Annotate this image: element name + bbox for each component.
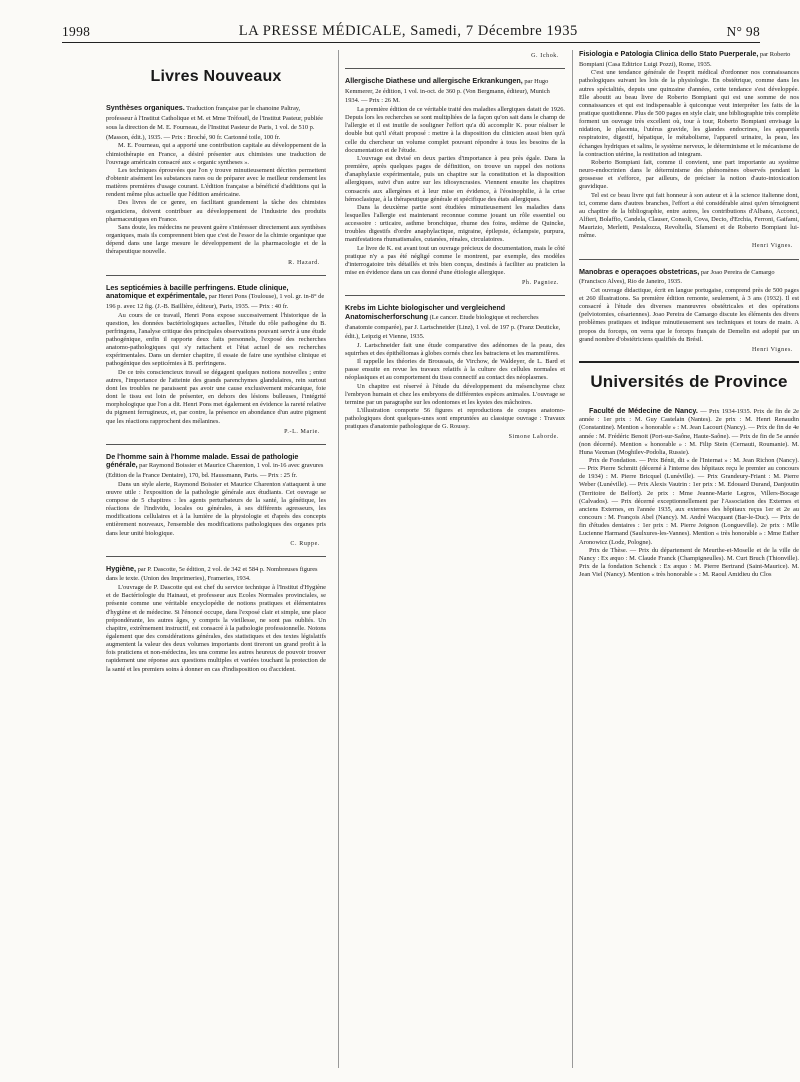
book-review [106,453,326,548]
review-paragraph: Les techniques éprouvées que l'on y trouve minutieusement décrites permettent d'obtenir aisément les substances rares ou de préparer avec le meilleur rendement les matières premières d'usage courant. L'édition française a bénéficié d'additions qui la rendent même plus actuelle que l'édition américaine. [106,166,326,199]
header-rule [62,42,760,43]
book-details: Traduction française par le chanoine Paltray, professeur à l'Institut Catholique et M. et Mme Tréfouël, de l'Institut Pasteur, publiée sous la direction de M. E. Fourneau, de l'Institut Pasteur de Paris, 1 vol. de 510 p. (Masson, édit.), 1935. — Prix : Broché, 90 fr. Cartonné toile, 100 fr. [106,105,323,141]
review-title [345,304,565,341]
book-review [579,50,799,251]
review-paragraph: Cet ouvrage didactique, écrit en langue portugaise, comprend près de 500 pages et 260 illustrations. Sa première édition remonte, seulement, à 3 ans (1932). Il est consacré à l'étude des diverses manœuvres obstétricales et des opérations (pelviotomies, césariennes). Joao Pereira de Camargo discute les éléments des divers problèmes pratiques et indique minutieusement ses techniques et tours de main. A propos du forceps, on verra que le forceps français de Demelin est adopté par un grand nombre d'obstétriciens qualifiés du Brésil. [579,286,799,343]
book-title: Manobras e operaçoes obstetricas, [579,266,700,276]
page-header [62,14,760,40]
review-paragraph: Sans doute, les médecins ne peuvent guère s'intéresser directement aux synthèses organiques, mais ils comprennent bien que c'est de l'essor de la chimie organique que dépend dans une large mesure le développement de la pharmacologie et de la thérapeutique nouvelle. [106,223,326,256]
page-number: 1998 [62,24,91,39]
review-paragraph: Roberto Bompiani fait, comme il convient, une part importante au système neuro-endocrinien dans le déterminisme des phénomènes observés pendant la grossesse et s'efforce, par ailleurs, de préciser la notion d'auto-intoxication gravidique. [579,158,799,191]
book-title: Les septicémies à bacille perfringens. Etude clinique, anatomique et expérimentale, [106,282,289,301]
review-title [579,50,799,69]
book-title: De l'homme sain à l'homme malade. Essai de pathologie générale, [106,451,299,470]
column-divider [572,50,573,1068]
review-divider [106,444,326,445]
prize-paragraph [579,407,799,457]
review-paragraph: La première édition de ce véritable traité des maladies allergiques datait de 1926. Depuis lors les recherches se sont multipliées de la façon qu'on sait dans le champ de l'allergie et il est inutile de souligner l'effort qu'a dû accomplir K. pour réaliser le double but qu'il s'était proposé : mettre à la disposition du clinicien aussi bien qu'à celle du chercheur un volume complet pouvant répondre à tous les besoins de la documentation et de l'étude. [345,105,565,154]
book-title: Fisiologia e Patologia Clinica dello Stato Puerperale, [579,50,759,58]
review-paragraph: Le livre de K. est avant tout un ouvrage précieux de documentation, mais le côté pratique n'y a pas été négligé comme le montrent, par exemple, des modèles d'interrogatoire très détaillés et très bien conçus, destinés à faciliter au praticien la mise en évidence dans un cas donné d'une étiologie allergique. [345,244,565,277]
review-paragraph: Un chapitre est réservé à l'étude du développement du mésenchyme chez l'embryon humain et chez les embryons de différentes espèces animales. L'ouvrage se termine par un paragraphe sur les odontomes et les kystes des mâchoires. [345,382,565,406]
book-title: Allergische Diathese und allergische Erkrankungen, [345,76,523,86]
review-divider [579,259,799,260]
review-paragraph: L'ouvrage est divisé en deux parties d'importance à peu près égale. Dans la première, après quelques pages de définition, on trouve un rappel des notions d'anaphylaxie expérimentale, puis un chapitre sur la constitution et la disposition allergiques, suivi d'un autre sur les idiosyncrasies. Viennent ensuite les chapitres consacrés aux allergènes et à leur mise en évidence, à l'éosinophilie, à la crise hémoclasique, à la thérapeutique générale et spécifique des états allergiques. [345,154,565,203]
prize-paragraph: Prix de Thèse. — Prix du département de Meurthe-et-Moselle et de la ville de Nancy : Ex æquo : M. Claude Franck (Champigneulles). M. Curt Bruch (Thionville). Prix de la fondation Schenck : Ex æquo : M. Pierre Bertrand (Saint-Maurice). M. Jean Viel (Nancy). Mention « très honorable » : M. Raoul Amidieu du Clos [579,546,799,579]
book-title: Hygiène, [106,563,136,573]
review-paragraph: L'ouvrage de P. Dascotte qui est chef du service technique à l'Institut d'Hygiène et de Bactériologie du Hainaut, et professeur aux Ecoles Normales provinciales, se présente comme une véritable encyclopédie de notions pratiques et élémentaires d'hygiène et de médecine. Si l'énoncé occupe, dans l'exposé clair et simple, une place prépondérante, les autres âges, y compris la vieillesse, ne sont pas oubliés. Un chapitre, extrêmement instructif, est consacré à la pathologie professionnelle. Notons également que des considérations générales, des statistiques et des textes législatifs augmentent la valeur des deux volumes importants dont tireront un grand profit à la fois praticiens et non-médecins, les uns comme les autres heureux de pouvoir trouver rapidement une réponse aux questions multiples et variées touchant la protection de la santé et les premiers soins à donner en cas d'indisposition ou d'accident. [106,584,326,673]
issue-number: N° 98 [726,24,760,39]
book-title: Synthèses organiques. [106,103,185,112]
review-signature: Henri Vignes. [752,346,793,353]
review-signature: C. Ruppe. [290,540,320,547]
faculty-name: Faculté de Médecine de Nancy. [589,406,698,416]
review-divider [345,295,565,296]
review-divider [106,556,326,557]
book-details: par Joao Pereira de Camargo (Francisco Alves), Rio de Janeiro, 1935. [579,268,775,286]
review-signature: Henri Vignes. [752,243,793,250]
column-2 [345,50,565,449]
book-review [106,565,326,674]
book-review [579,268,799,354]
book-review [345,304,565,441]
review-paragraph: C'est une tendance générale de l'esprit médical d'ordonner nos connaissances pathologiques suivant les lois de la physiologie. En obstétrique, comme dans les autres spécialités, depuis une quinzaine d'années, cette tendance s'est développée. Elle aboutit au beau livre de Roberto Bompiani qui est une somme de nos connaissances et qui est indispensable à quiconque veut interpréter les faits de la pratique quotidienne. Plus de 500 pages en style clair, une bibliographie très complète forment un ouvrage très excellent où, tour à tour, Roberto Bompiani envisage la nidation, le placenta, l'utérus gravide, les glandes endocrines, les appareils respiratoire, digestif, hépatique, le métabolisme, l'appareil urinaire, la peau, les échanges hydriques et salins, le système nerveux, le déterminisme et le mécanisme de la contraction utérine, la restitution ad integram. [579,69,799,158]
book-details: par Hugo Kemmerer, 2e édition, 1 vol. in-oct. de 360 p. (Von Bergmann, éditeur), Munich 1934. — Prix : 26 M. [345,78,550,105]
faculty-prizes [579,407,799,579]
book-details: par Roberto Bompiani (Casa Editrice Luigi Pozzi), Rome, 1935. [579,51,791,68]
prize-paragraph: Prix de Fondation. — Prix Bénit, dit « de l'Internat » : M. Jean Richon (Nancy). — Prix Pierre Schmitt (décerné à l'interne des hôpitaux reçu le premier au concours de 1934) : M. Pierre Bricquel (Lunéville). — Prix Grandeury-Friant : M. Pierre Weber (Lunéville). — Prix Alexis Vautrin : 1er prix : M. Edouard Durand, Danjoutin (Territoire de Belfort). 2e prix : Mme Jeanne-Marie Legros, Villers-Bocage (Calvados). — Prix décerné exceptionnellement par l'Association des Externes et anciens Externes, en l'année 1935, aux externes des hôpitaux reçus 1er et 2e au concours : M. François Abel (Nancy). M. André Wacquant (Bar-le-Duc). — Prix de fin d'études dentaires : 1er prix : M. Pierre Joignon (Longueville). 2e prix : Mlle Lucienne Harmand (Saulxures-les-Vannes). Mention « très honorable » : Mme Esther Aronowicz (Lodz, Pologne). [579,457,799,546]
book-review [106,284,326,436]
column-1 [106,50,326,681]
review-paragraph: Il rappelle les théories de Broussais, de Virchow, de Waldeyer, de L. Bard et passe ensuite en revue les travaux relatifs à la culture des cellules normales et néoplasiques et au comportement du tissu connectif au contact des néoplasmes. [345,358,565,382]
book-details: par Henri Pons (Toulouse), 1 vol. gr. in-8° de 196 p. avec 12 fig. (J.-B. Baillière, éditeur), Paris, 1935. — Prix : 40 fr. [106,293,325,310]
review-paragraph: M. E. Fourneau, qui a apporté une contribution capitale au développement de la chimiothérapie en France, a désiré présenter aux chimistes une traduction de l'ouvrage américain consacré aux « organic syntheses ». [106,142,326,166]
book-details: (Le cancer. Etude biologique et recherches d'anatomie comparée), par J. Lartschneider (Linz), 1 vol. de 197 p. (Franz Deuticke, édit.), Leipzig et Vienne, 1935. [345,313,561,341]
review-title [106,104,326,142]
section-divider [579,361,799,363]
review-paragraph: J. Lartschneider fait une étude comparative des adénomes de la peau, des squirrhes et des épithéliomas à globes cornés chez les batraciens et les mammifères. [345,341,565,357]
review-signature: P.-L. Marie. [284,428,320,435]
review-title [579,268,799,287]
review-divider [106,275,326,276]
review-paragraph: Au cours de ce travail, Henri Pons expose successivement l'historique de la question, les données bactériologiques actuelles, l'étude du rôle pathogène du B. perfringens, l'analyse critique des principales observations pouvant servir à une étude pathogénique, enfin il rapporte deux faits personnels, l'exposé des recherches anatomo-pathologiques qui s'y rattachent et l'état actuel de ses recherches expérimentales. Dans un dernier chapitre, il essaie de faire une synthèse clinique et pathogénique des septicémies à B. perfringens. [106,311,326,368]
review-paragraph: De ce très consciencieux travail se dégagent quelques notions nouvelles ; entre autres, l'importance de l'atteinte des grands parenchymes glandulaires, rein surtout dont les troubles ne paraissent pas avoir une cause exclusivement mécanique, foie dont le tissu est loin de présenter, en dehors des lésions bulleuses, l'intégrité morphologique que l'on a dit. Henri Pons met également en évidence la rareté relative du pigment ferrugineux, et, par contre, la présence en abondance d'un autre pigment que les réactions rapprochent des mélanines. [106,368,326,425]
publication-title: LA PRESSE MÉDICALE, Samedi, 7 Décembre 1935 [238,23,578,39]
review-signature: Simone Laborde. [508,434,559,441]
review-title [106,453,326,481]
book-title: Krebs im Lichte biologischer und vergleichend Anatomischerforschung [345,303,506,321]
review-paragraph: Dans un style alerte, Raymond Boissier et Maurice Charenton s'attaquent à une œuvre utile : l'exposition de la pathologie générale aux étudiants. Cet ouvrage se compose de 5 chapitres : les agents perturbateurs de la santé, la génétique, les réactions de l'individu, locales ou générales, à ses différents agresseurs, les modifications cellulaires et à la lumière de la physiologie et d'après des concepts entièrement nouveaux, l'ensemble des modifications pathologiques des organes pris dans leur unité biologique. [106,480,326,537]
review-signature: G. Ichok. [531,53,559,59]
book-details: par Raymond Boissier et Maurice Charenton, 1 vol. in-16 avec gravures (Edition de la France Dentaire), 170, bd. Haussmann, Paris. — Prix : 25 fr. [106,462,324,480]
review-title [345,77,565,106]
book-review [345,77,565,287]
review-title [106,284,326,312]
book-review [106,104,326,267]
review-paragraph: Tel est ce beau livre qui fait honneur à son auteur et à la science italienne dont, ici, comme dans d'autres branches, l'effort a été considérable ainsi qu'en témoignent au chapitre de la bibliographie, entre autres, les contributions d'Albano, Acconci, Alfieri, Bolaffio, Candela, Clauser, Consoli, Cova, Decio, d'Erchia, Ferroni, Gaifami, Maurizio, Merletti, Pestalozza, Revoltella, Sfameni et de Roberto Bompiani lui-même. [579,191,799,240]
column-3 [579,50,799,579]
review-divider [345,68,565,69]
book-review-continued [345,52,565,60]
review-paragraph: Des livres de ce genre, en facilitant grandement la tâche des chimistes organiciens, doivent contribuer au développement de l'industrie des produits pharmaceutiques en France. [106,199,326,223]
prize-text: — Prix 1934-1935. Prix de fin de 2e année : 1er prix : M. Guy Castelain (Nantes). 2e prix : M. Henri Renaudin (Constantine). Mention « honorable » : M. Jean Lacourt (Nancy). — Prix de fin de 4e année : M. Frédéric Benoit (Port-sur-Saône, Haute-Saône). — Prix de fin de 5e année (non décerné). Mention « honorable » : M. Filip Stein (Cernauti, Roumanie). M. Huna Vaxman (Moghilev-Podolia, Russie). [579,408,799,456]
review-paragraph: Dans la deuxième partie sont étudiées minutieusement les maladies dans lesquelles l'allergie est maintenant reconnue comme jouant un rôle essentiel ou accessoire : urticaire, asthme bronchique, rhume des foins, œdème de Quincke, troubles digestifs d'ordre anaphylactique, migraine, épilepsie, éclampsie, purpura, manifestations rhumatismales, cutanées, rénales, circulatoires. [345,203,565,244]
section-title: Livres Nouveaux [150,68,282,85]
review-paragraph: L'illustration comporte 56 figures et reproductions de coupes anatomo-pathologiques dont quelques-unes sont empruntées au classique ouvrage : Travaux pratiques d'anatomie pathologique de G. Roussy. [345,407,565,431]
review-signature: Ph. Pagniez. [521,280,559,287]
universities-title: Universités de Province [590,372,788,392]
review-title [106,565,326,584]
column-divider [338,50,339,1068]
book-details: par P. Dascotte, 5e édition, 2 vol. de 342 et 584 p. Nombreuses figures dans le texte. (Union des Imprimeries), Frameries, 1934. [106,565,318,583]
review-signature: R. Hazard. [288,259,320,266]
